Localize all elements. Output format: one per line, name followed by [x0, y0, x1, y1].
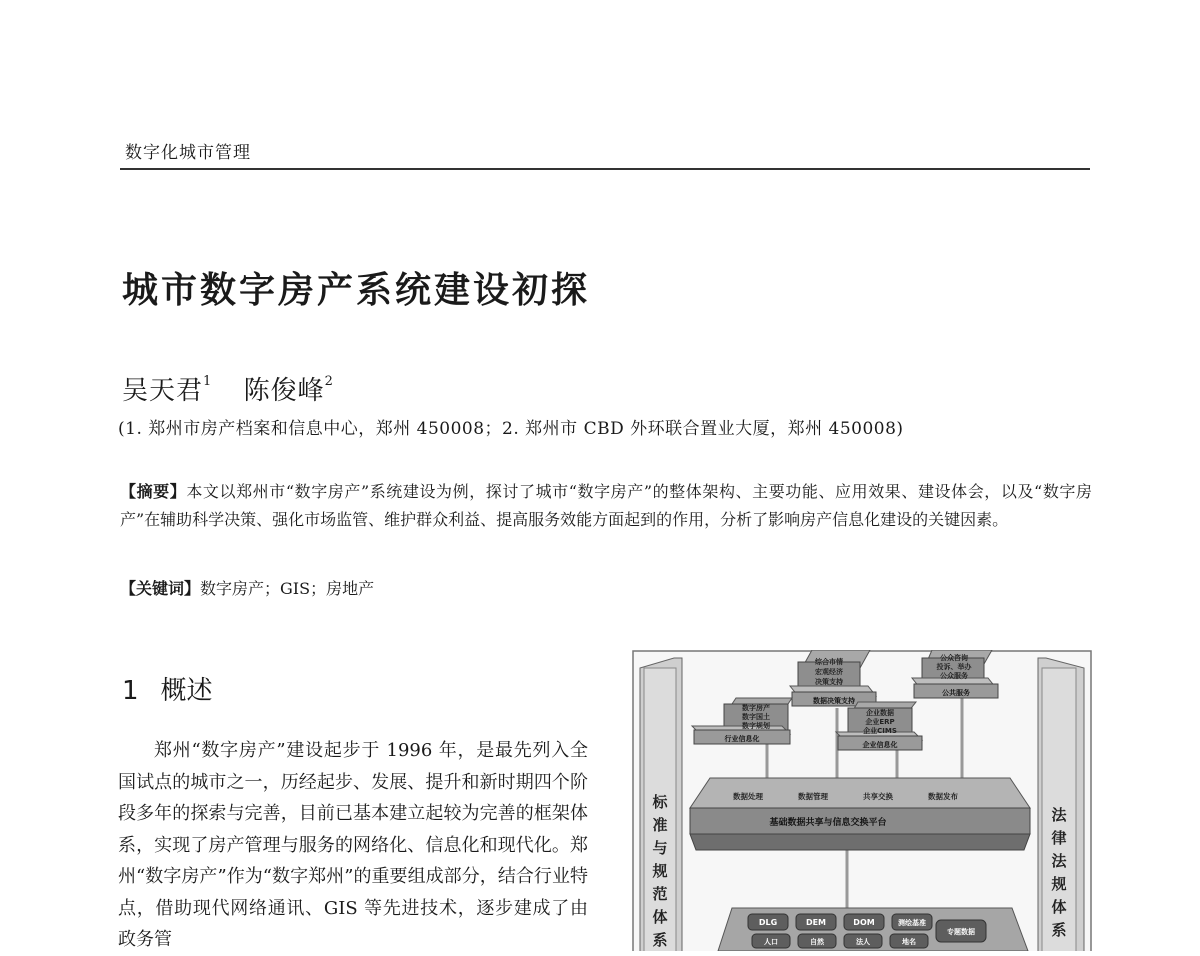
- section-title: 概述: [160, 676, 213, 706]
- right-pillar-char: 规: [1051, 875, 1067, 893]
- right-pillar-char: 法: [1051, 806, 1067, 824]
- block-text: 公众咨询: [940, 654, 968, 662]
- block-text: 企业ERP: [865, 718, 895, 726]
- keywords-label: 【关键词】: [120, 579, 201, 598]
- db-label: 法人: [856, 938, 870, 946]
- data-sharing-platform: [690, 778, 1030, 850]
- block-text: 数字国土: [742, 713, 770, 721]
- block-base-label: 企业信息化: [862, 741, 898, 749]
- left-pillar-char: 准: [652, 816, 668, 834]
- platform-label: 基础数据共享与信息交换平台: [769, 818, 887, 828]
- right-pillar-char: 系: [1051, 921, 1067, 939]
- author-superscript: 1: [203, 374, 213, 390]
- db-label: DLG: [758, 918, 778, 927]
- architecture-figure: [632, 650, 1092, 951]
- running-head: 数字化城市管理: [125, 143, 251, 163]
- keywords-text: 数字房产；GIS；房地产: [200, 579, 375, 598]
- block-text: 企业数据: [866, 709, 894, 717]
- block-text: 企业CIMS: [863, 727, 897, 735]
- block-base-label: 数据决策支持: [813, 697, 855, 705]
- block-base-label: 公共服务: [942, 689, 970, 697]
- left-pillar-char: 规: [652, 862, 668, 880]
- left-pillar-char: 与: [652, 839, 668, 857]
- right-pillar-char: 律: [1051, 829, 1067, 847]
- db-label: 测绘基准: [898, 919, 926, 927]
- db-label: DOM: [853, 918, 875, 927]
- platform-function-label: 共享交换: [863, 792, 893, 801]
- right-pillar: [1038, 658, 1084, 951]
- db-label: DEM: [805, 918, 827, 927]
- keywords: [120, 576, 374, 599]
- author-superscript: 2: [324, 374, 334, 390]
- block-text: 决策支持: [815, 678, 843, 686]
- author-name: 吴天君: [122, 376, 204, 406]
- platform-function-label: 数据处理: [733, 792, 763, 801]
- block-text: 数字规划: [742, 722, 770, 730]
- left-pillar-char: 范: [652, 885, 668, 903]
- block-text: 公众服务: [940, 672, 968, 680]
- block-text: 综合市情: [815, 658, 843, 666]
- left-pillar-char: 标: [652, 793, 668, 811]
- block-text: 宏观经济: [815, 668, 843, 676]
- left-pillar-char: 体: [652, 908, 668, 926]
- platform-function-label: 数据管理: [798, 792, 828, 801]
- block-text: 投诉、举办: [936, 663, 972, 671]
- article-title: 城市数字房产系统建设初探: [122, 270, 591, 311]
- body-paragraph: 郑州“数字房产”建设起步于 1996 年，是最先列入全国试点的城市之一，历经起步、发展、提升和新时期四个阶段多年的探索与完善，目前已基本建立起较为完善的框架体系，实现了房产管理与服务的网络化、信息化和现代化。郑州“数字房产”作为“数字郑州”的重要组成部分，结合行业特点，借助现代网络通讯、GIS 等先进技术，逐步建成了由政务管: [118, 740, 588, 950]
- right-pillar-char: 法: [1051, 852, 1067, 870]
- abstract-label: 【摘要】: [120, 482, 187, 501]
- block-text: 数字房产: [742, 704, 770, 712]
- architecture-diagram: [632, 650, 1092, 951]
- section-number: 1: [122, 676, 139, 706]
- abstract: [120, 478, 1092, 534]
- block-base-label: 行业信息化: [724, 735, 760, 743]
- right-pillar-char: 体: [1051, 898, 1067, 916]
- db-label: 人口: [764, 938, 778, 946]
- section-heading: [122, 670, 213, 707]
- db-label: 地名: [902, 938, 916, 946]
- affiliation: (1. 郑州市房产档案和信息中心，郑州 450008；2. 郑州市 CBD 外环联合置业大厦，郑州 450008): [118, 419, 904, 439]
- block-enterprise: [836, 702, 922, 750]
- platform-function-label: 数据发布: [928, 792, 958, 801]
- left-pillar-char: 系: [652, 931, 668, 949]
- authors: [122, 370, 334, 407]
- left-pillar: [640, 658, 682, 951]
- abstract-text: 本文以郑州市“数字房产”系统建设为例，探讨了城市“数字房产”的整体架构、主要功能、应用效果、建设体会，以及“数字房产”在辅助科学决策、强化市场监管、维护群众利益、提高服务效能方面起到的作用，分析了影响房产信息化建设的关键因素。: [120, 482, 1092, 529]
- database-layer: [718, 908, 1028, 951]
- header-rule: [120, 168, 1090, 170]
- author-name: 陈俊峰: [243, 376, 325, 406]
- db-label: 自然: [810, 938, 824, 946]
- db-label: 专题数据: [947, 928, 975, 936]
